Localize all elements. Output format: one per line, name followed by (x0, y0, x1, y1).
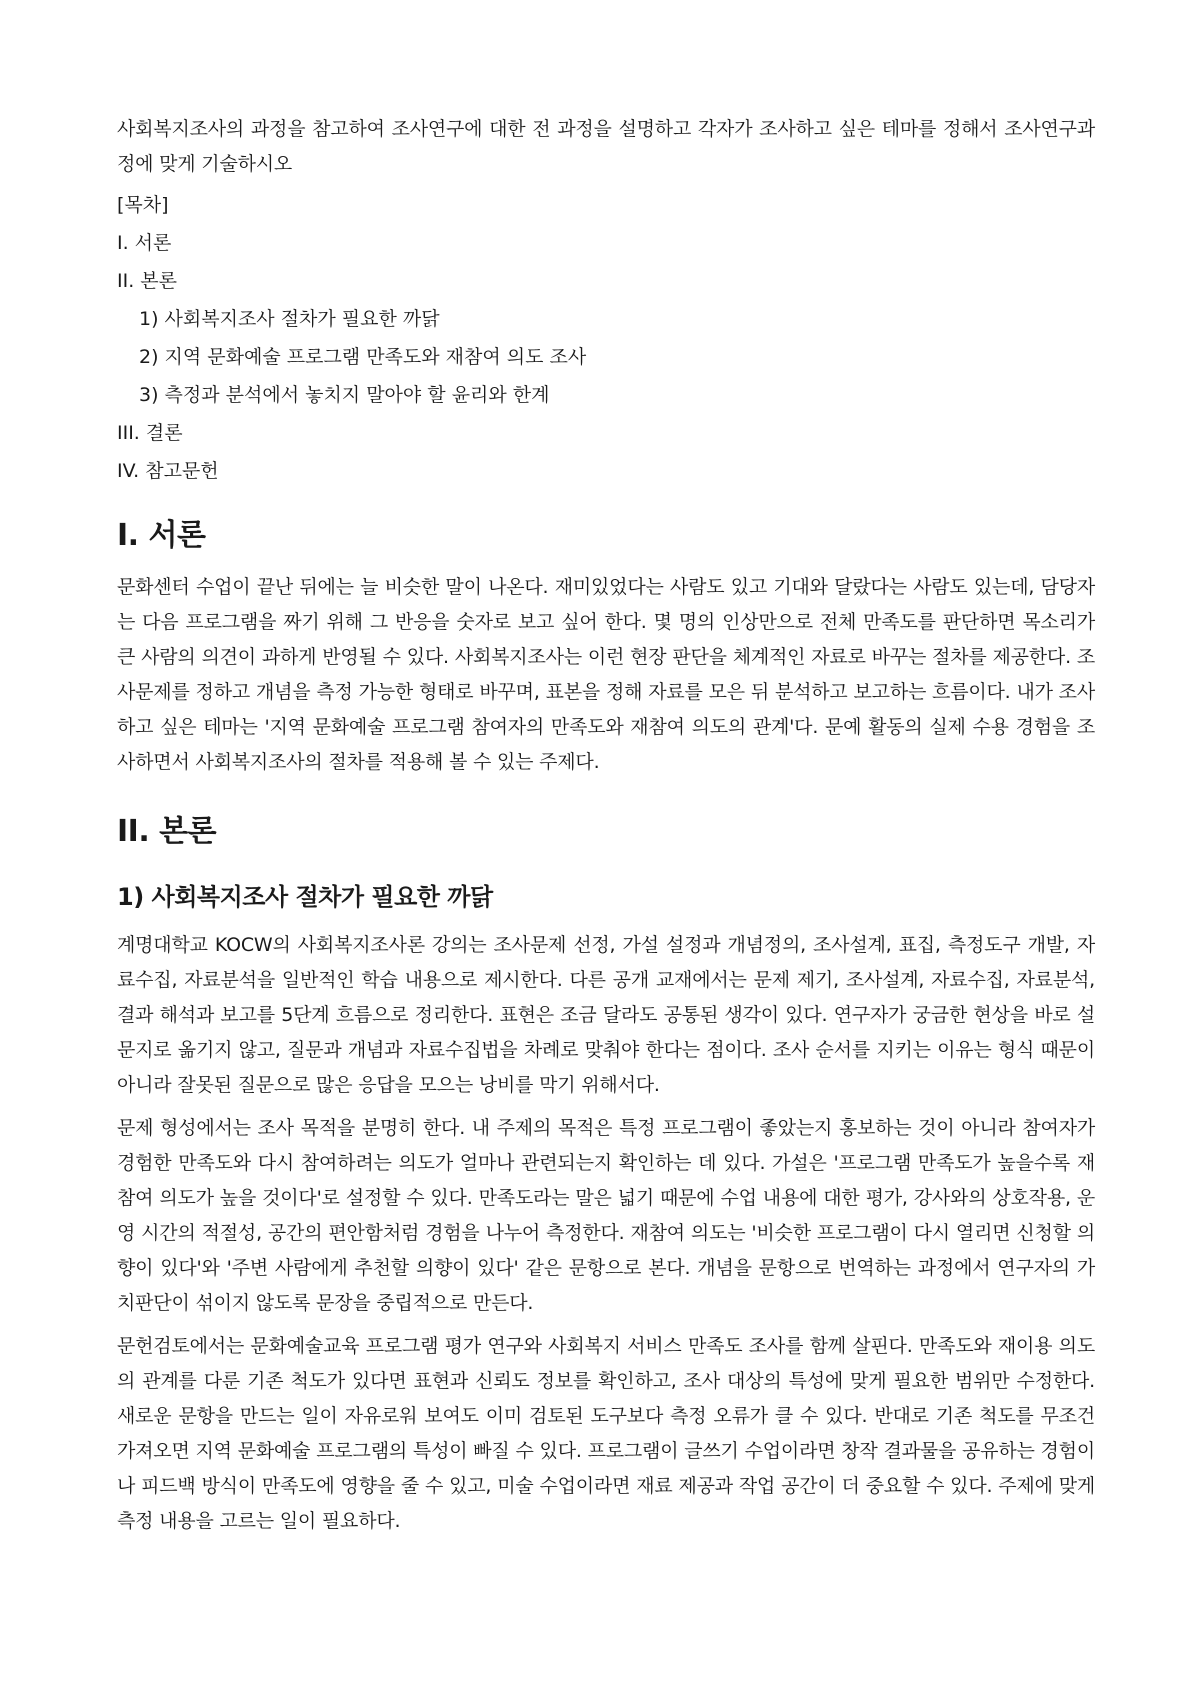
subsection-1-title: 1) 사회복지조사 절차가 필요한 까닭 (117, 883, 493, 911)
subsection-1-paragraph-1: 계명대학교 KOCW의 사회복지조사론 강의는 조사문제 선정, 가설 설정과 개념정의, 조사설계, 표집, 측정도구 개발, 자료수집, 자료분석을 일반적인 학습 내용으로 제시한다. 다른 공개 교재에서는 문제 제기, 조사설계, 자료수집, 자료분석, 결과 해석과 보고를 5단계 흐름으로 정리한다. 표현은 조금 달라도 공통된 생각이 있다. 연구자가 궁금한 현상을 바로 설문지로 옮기지 않고, 질문과 개념과 자료수집법을 차례로 맞춰야 한다는 점이다. 조사 순서를 지키는 이유는 형식 때문이 아니라 잘못된 질문으로 많은 응답을 모으는 낭비를 막기 위해서다. (117, 934, 1095, 1096)
toc-item-body-3: 3) 측정과 분석에서 놓치지 말아야 할 윤리와 한계 (139, 384, 550, 406)
table-of-contents (117, 230, 1095, 484)
toc-item-references: IV. 참고문헌 (117, 460, 219, 482)
assignment-prompt: 사회복지조사의 과정을 참고하여 조사연구에 대한 전 과정을 설명하고 각자가 조사하고 싶은 테마를 정해서 조사연구과정에 맞게 기술하시오 (117, 118, 1095, 175)
toc-heading: [목차] (117, 194, 169, 216)
subsection-1-paragraph-2: 문제 형성에서는 조사 목적을 분명히 한다. 내 주제의 목적은 특정 프로그램이 좋았는지 홍보하는 것이 아니라 참여자가 경험한 만족도와 다시 참여하려는 의도가 얼마나 관련되는지 확인하는 데 있다. 가설은 '프로그램 만족도가 높을수록 재참여 의도가 높을 것이다'로 설정할 수 있다. 만족도라는 말은 넓기 때문에 수업 내용에 대한 평가, 강사와의 상호작용, 운영 시간의 적절성, 공간의 편안함처럼 경험을 나누어 측정한다. 재참여 의도는 '비슷한 프로그램이 다시 열리면 신청할 의향이 있다'와 '주변 사람에게 추천할 의향이 있다' 같은 문항으로 본다. 개념을 문항으로 번역하는 과정에서 연구자의 가치판단이 섞이지 않도록 문장을 중립적으로 만든다. (117, 1117, 1095, 1314)
intro-paragraph: 문화센터 수업이 끝난 뒤에는 늘 비슷한 말이 나온다. 재미있었다는 사람도 있고 기대와 달랐다는 사람도 있는데, 담당자는 다음 프로그램을 짜기 위해 그 반응을 숫자로 보고 싶어 한다. 몇 명의 인상만으로 전체 만족도를 판단하면 목소리가 큰 사람의 의견이 과하게 반영될 수 있다. 사회복지조사는 이런 현장 판단을 체계적인 자료로 바꾸는 절차를 제공한다. 조사문제를 정하고 개념을 측정 가능한 형태로 바꾸며, 표본을 정해 자료를 모은 뒤 분석하고 보고하는 흐름이다. 내가 조사하고 싶은 테마는 '지역 문화예술 프로그램 참여자의 만족도와 재참여 의도의 관계'다. 문예 활동의 실제 수용 경험을 조사하면서 사회복지조사의 절차를 적용해 볼 수 있는 주제다. (117, 576, 1095, 773)
body-title: II. 본론 (117, 814, 217, 849)
document-page (117, 112, 1095, 1547)
toc-item-body-2: 2) 지역 문화예술 프로그램 만족도와 재참여 의도 조사 (139, 346, 587, 368)
toc-item-intro: I. 서론 (117, 232, 172, 254)
toc-item-body-1: 1) 사회복지조사 절차가 필요한 까닭 (139, 308, 440, 330)
intro-title: I. 서론 (117, 518, 206, 553)
toc-item-body: II. 본론 (117, 270, 177, 292)
subsection-1-paragraph-3: 문헌검토에서는 문화예술교육 프로그램 평가 연구와 사회복지 서비스 만족도 조사를 함께 살핀다. 만족도와 재이용 의도의 관계를 다룬 기존 척도가 있다면 표현과 신뢰도 정보를 확인하고, 조사 대상의 특성에 맞게 필요한 범위만 수정한다. 새로운 문항을 만드는 일이 자유로워 보여도 이미 검토된 도구보다 측정 오류가 클 수 있다. 반대로 기존 척도를 무조건 가져오면 지역 문화예술 프로그램의 특성이 빠질 수 있다. 프로그램이 글쓰기 수업이라면 창작 결과물을 공유하는 경험이나 피드백 방식이 만족도에 영향을 줄 수 있고, 미술 수업이라면 재료 제공과 작업 공간이 더 중요할 수 있다. 주제에 맞게 측정 내용을 고르는 일이 필요하다. (117, 1335, 1095, 1532)
toc-item-conclusion: III. 결론 (117, 422, 183, 444)
